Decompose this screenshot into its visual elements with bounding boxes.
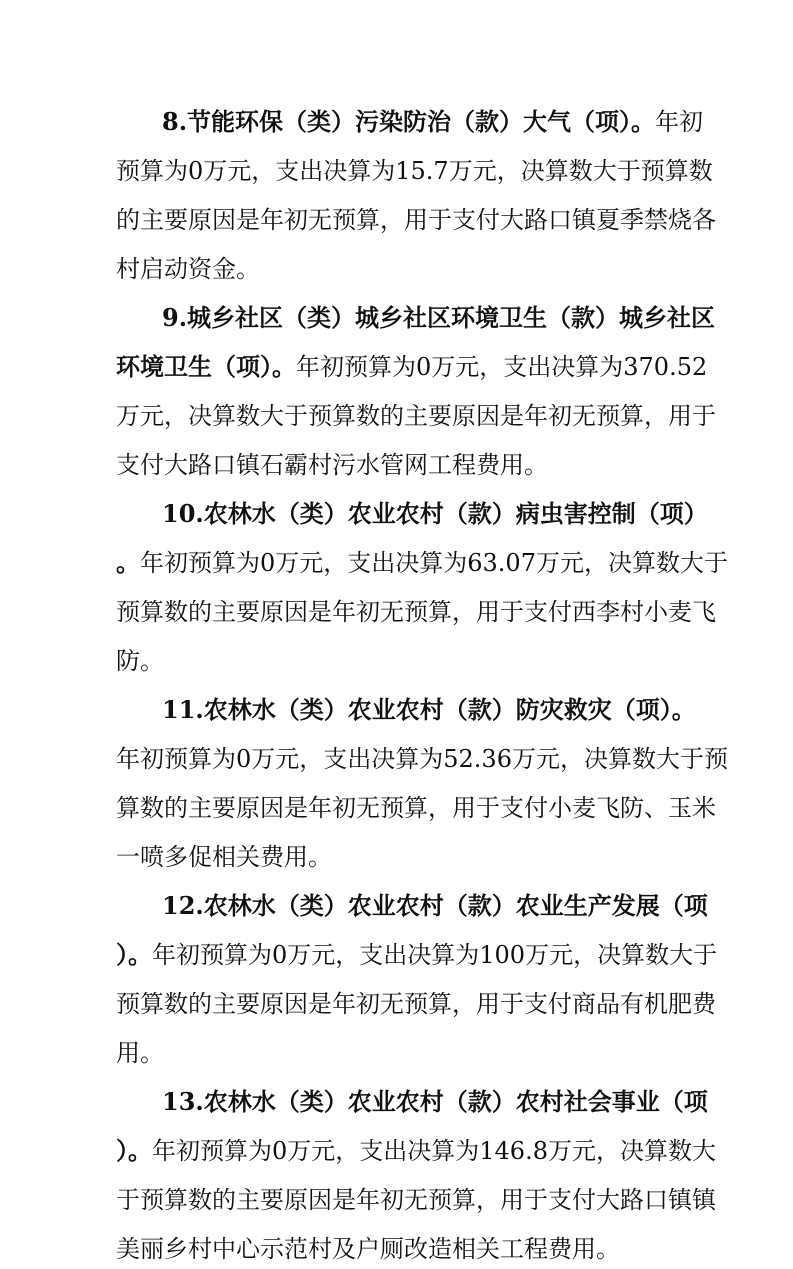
paragraph-4-line-1	[162, 690, 696, 730]
item-text: 预算数的主要原因是年初无预算，用于支付商品有机肥费	[116, 990, 716, 1018]
item-text: 年初预算为0万元，支出决算为63.07万元，决算数大于	[140, 549, 728, 577]
paragraph-3-line-2	[116, 543, 728, 583]
item-text: 支付大路口镇石霸村污水管网工程费用。	[116, 451, 548, 479]
paragraph-1-line-3	[116, 200, 716, 240]
item-text: 预算数的主要原因是年初无预算，用于支付西李村小麦飞	[116, 598, 716, 626]
item-heading: 10.农林水（类）农业农村（款）病虫害控制（项）	[162, 499, 708, 528]
item-heading: 11.农林水（类）农业农村（款）防灾救灾（项）。	[162, 695, 696, 724]
paragraph-3-line-3	[116, 592, 716, 632]
item-text: 的主要原因是年初无预算，用于支付大路口镇夏季禁烧各	[116, 206, 716, 234]
paragraph-5-line-3	[116, 984, 716, 1024]
item-heading: 13.农林水（类）农业农村（款）农村社会事业（项	[162, 1087, 708, 1116]
paragraph-2-line-4	[116, 445, 686, 485]
paragraph-6-line-1	[162, 1082, 708, 1122]
paragraph-4-line-3	[116, 788, 716, 828]
item-heading: 。	[116, 548, 140, 577]
paragraph-4-line-4	[116, 837, 686, 877]
paragraph-4-line-2	[116, 739, 728, 779]
paragraph-3-line-1	[162, 494, 708, 534]
paragraph-3-line-4	[116, 641, 686, 681]
paragraph-1-line-1	[162, 102, 704, 142]
item-heading: 环境卫生（项）。	[116, 352, 296, 381]
item-heading: 12.农林水（类）农业农村（款）农业生产发展（项	[162, 891, 708, 920]
item-text: 美丽乡村中心示范村及户厕改造相关工程费用。	[116, 1235, 620, 1263]
item-text: 万元，决算数大于预算数的主要原因是年初无预算，用于	[116, 402, 716, 430]
item-heading: ）。	[116, 940, 152, 969]
paragraph-6-line-2	[116, 1131, 716, 1171]
item-heading: 8.节能环保（类）污染防治（款）大气（项）。	[162, 107, 656, 136]
item-text: 村启动资金。	[116, 255, 260, 283]
item-text: 年初预算为0万元，支出决算为100万元，决算数大于	[152, 941, 718, 969]
item-text: 于预算数的主要原因是年初无预算，用于支付大路口镇镇	[116, 1186, 716, 1214]
item-text: 用。	[116, 1039, 164, 1067]
item-text: 防。	[116, 647, 164, 675]
item-text: 年初预算为0万元，支出决算为52.36万元，决算数大于预	[116, 745, 728, 773]
paragraph-5-line-4	[116, 1033, 686, 1073]
paragraph-6-line-4	[116, 1229, 686, 1269]
paragraph-5-line-1	[162, 886, 708, 926]
paragraph-6-line-3	[116, 1180, 716, 1220]
item-text: 预算为0万元，支出决算为15.7万元，决算数大于预算数	[116, 157, 713, 185]
item-text: 年初预算为0万元，支出决算为146.8万元，决算数大	[152, 1137, 716, 1165]
item-text: 算数的主要原因是年初无预算，用于支付小麦飞防、玉米	[116, 794, 716, 822]
item-text: 年初预算为0万元，支出决算为370.52	[296, 353, 708, 381]
item-text: 年初	[655, 108, 704, 136]
item-heading: 9.城乡社区（类）城乡社区环境卫生（款）城乡社区	[162, 303, 716, 332]
paragraph-2-line-1	[162, 298, 716, 338]
paragraph-2-line-2	[116, 347, 708, 387]
paragraph-1-line-4	[116, 249, 686, 289]
item-heading: ）。	[116, 1136, 152, 1165]
paragraph-2-line-3	[116, 396, 716, 436]
paragraph-5-line-2	[116, 935, 718, 975]
paragraph-1-line-2	[116, 151, 713, 191]
item-text: 一喷多促相关费用。	[116, 843, 332, 871]
